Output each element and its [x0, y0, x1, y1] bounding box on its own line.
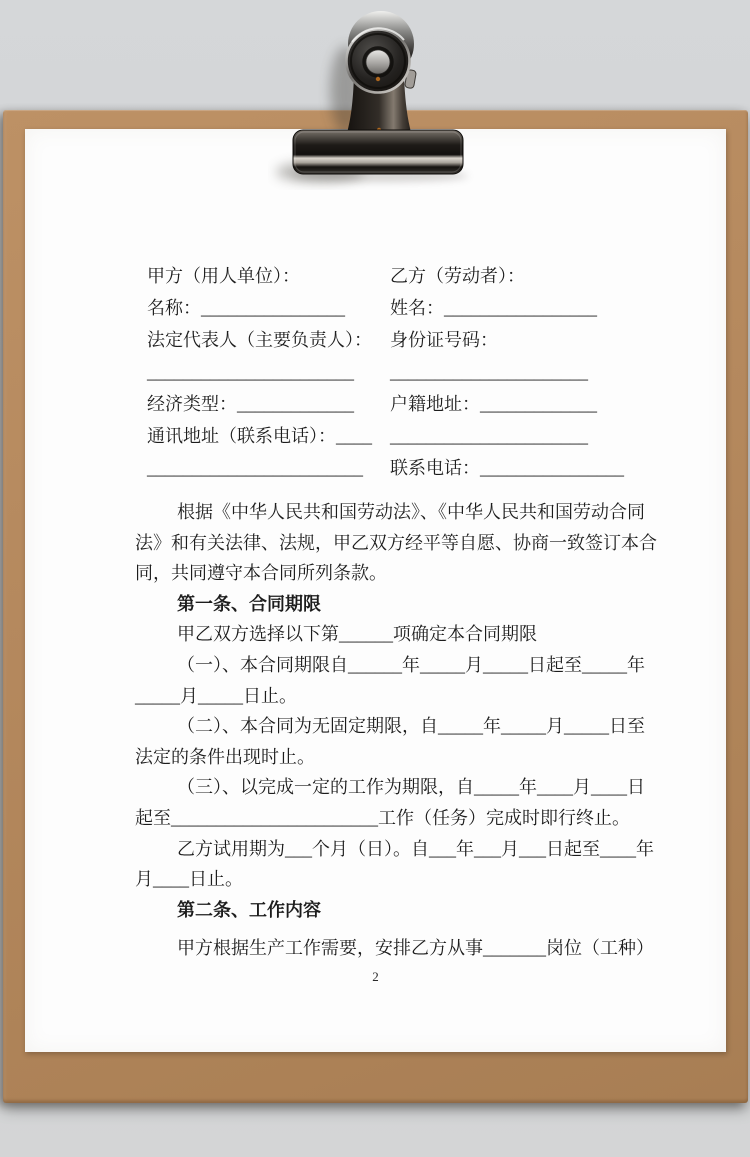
party-field-right: 乙方（劳动者）：	[390, 266, 525, 286]
party-field-row	[135, 420, 635, 452]
party-field-left: _______________________	[147, 362, 354, 382]
page-number: 2	[372, 969, 379, 984]
contract-line: （一）、本合同期限自______年_____月_____日起至_____年	[177, 654, 645, 675]
party-field-row	[135, 356, 635, 388]
contract-line: 起至_______________________工作（任务）完成时即行终止。	[135, 807, 630, 828]
party-field-right: ______________________	[390, 362, 588, 382]
clause-heading: 第一条、合同期限	[177, 593, 321, 614]
clip-hole	[366, 50, 389, 73]
contract-line: 法》和有关法律、法规，甲乙双方经平等自愿、协商一致签订本合	[135, 532, 657, 553]
contract-line: 甲乙双方选择以下第______项确定本合同期限	[177, 624, 537, 645]
party-field-right: 身份证号码：	[390, 330, 498, 350]
party-field-right: ______________________	[390, 426, 588, 446]
contract-body	[135, 497, 657, 964]
party-field-row	[135, 452, 635, 484]
clause-heading: 第二条、工作内容	[177, 899, 321, 920]
party-field-row	[135, 324, 635, 356]
contract-line: 乙方试用期为___个月（日）。自___年___月___日起至____年	[177, 838, 654, 859]
contract-document-page	[25, 129, 726, 1052]
contract-line: 同，共同遵守本合同所列条款。	[135, 563, 387, 584]
party-field-right: 户籍地址：_____________	[390, 394, 597, 414]
contract-line: 法定的条件出现时止。	[135, 746, 315, 767]
party-field-left: 通讯地址（联系电话）：____	[147, 426, 372, 446]
parties-grid	[135, 260, 635, 484]
party-field-right: 姓名：_________________	[390, 298, 597, 318]
contract-line: 甲方根据生产工作需要，安排乙方从事_______岗位（工种）	[177, 938, 654, 959]
party-field-row	[135, 260, 635, 292]
clip-dot	[376, 77, 380, 81]
contract-line: （三）、以完成一定的工作为期限，自_____年____月____日	[177, 777, 645, 798]
party-field-left: 名称：________________	[147, 298, 345, 318]
contract-line: （二）、本合同为无固定期限，自_____年_____月_____日至	[177, 716, 645, 737]
party-field-row	[135, 388, 635, 420]
party-field-right: 联系电话：________________	[390, 458, 624, 478]
contract-line: 月____日止。	[135, 869, 243, 890]
party-field-row	[135, 292, 635, 324]
party-field-left: 经济类型：_____________	[147, 394, 354, 414]
party-field-left: 法定代表人（主要负责人）：	[147, 330, 372, 350]
contract-line: 根据《中华人民共和国劳动法》、《中华人民共和国劳动合同	[177, 502, 645, 522]
party-field-left: ________________________	[147, 458, 363, 478]
contract-line: _____月_____日止。	[135, 685, 297, 706]
clip-bar	[293, 130, 463, 174]
contract-content	[135, 260, 657, 964]
party-field-left: 甲方（用人单位）：	[147, 266, 300, 286]
binder-clip-icon	[268, 4, 492, 190]
